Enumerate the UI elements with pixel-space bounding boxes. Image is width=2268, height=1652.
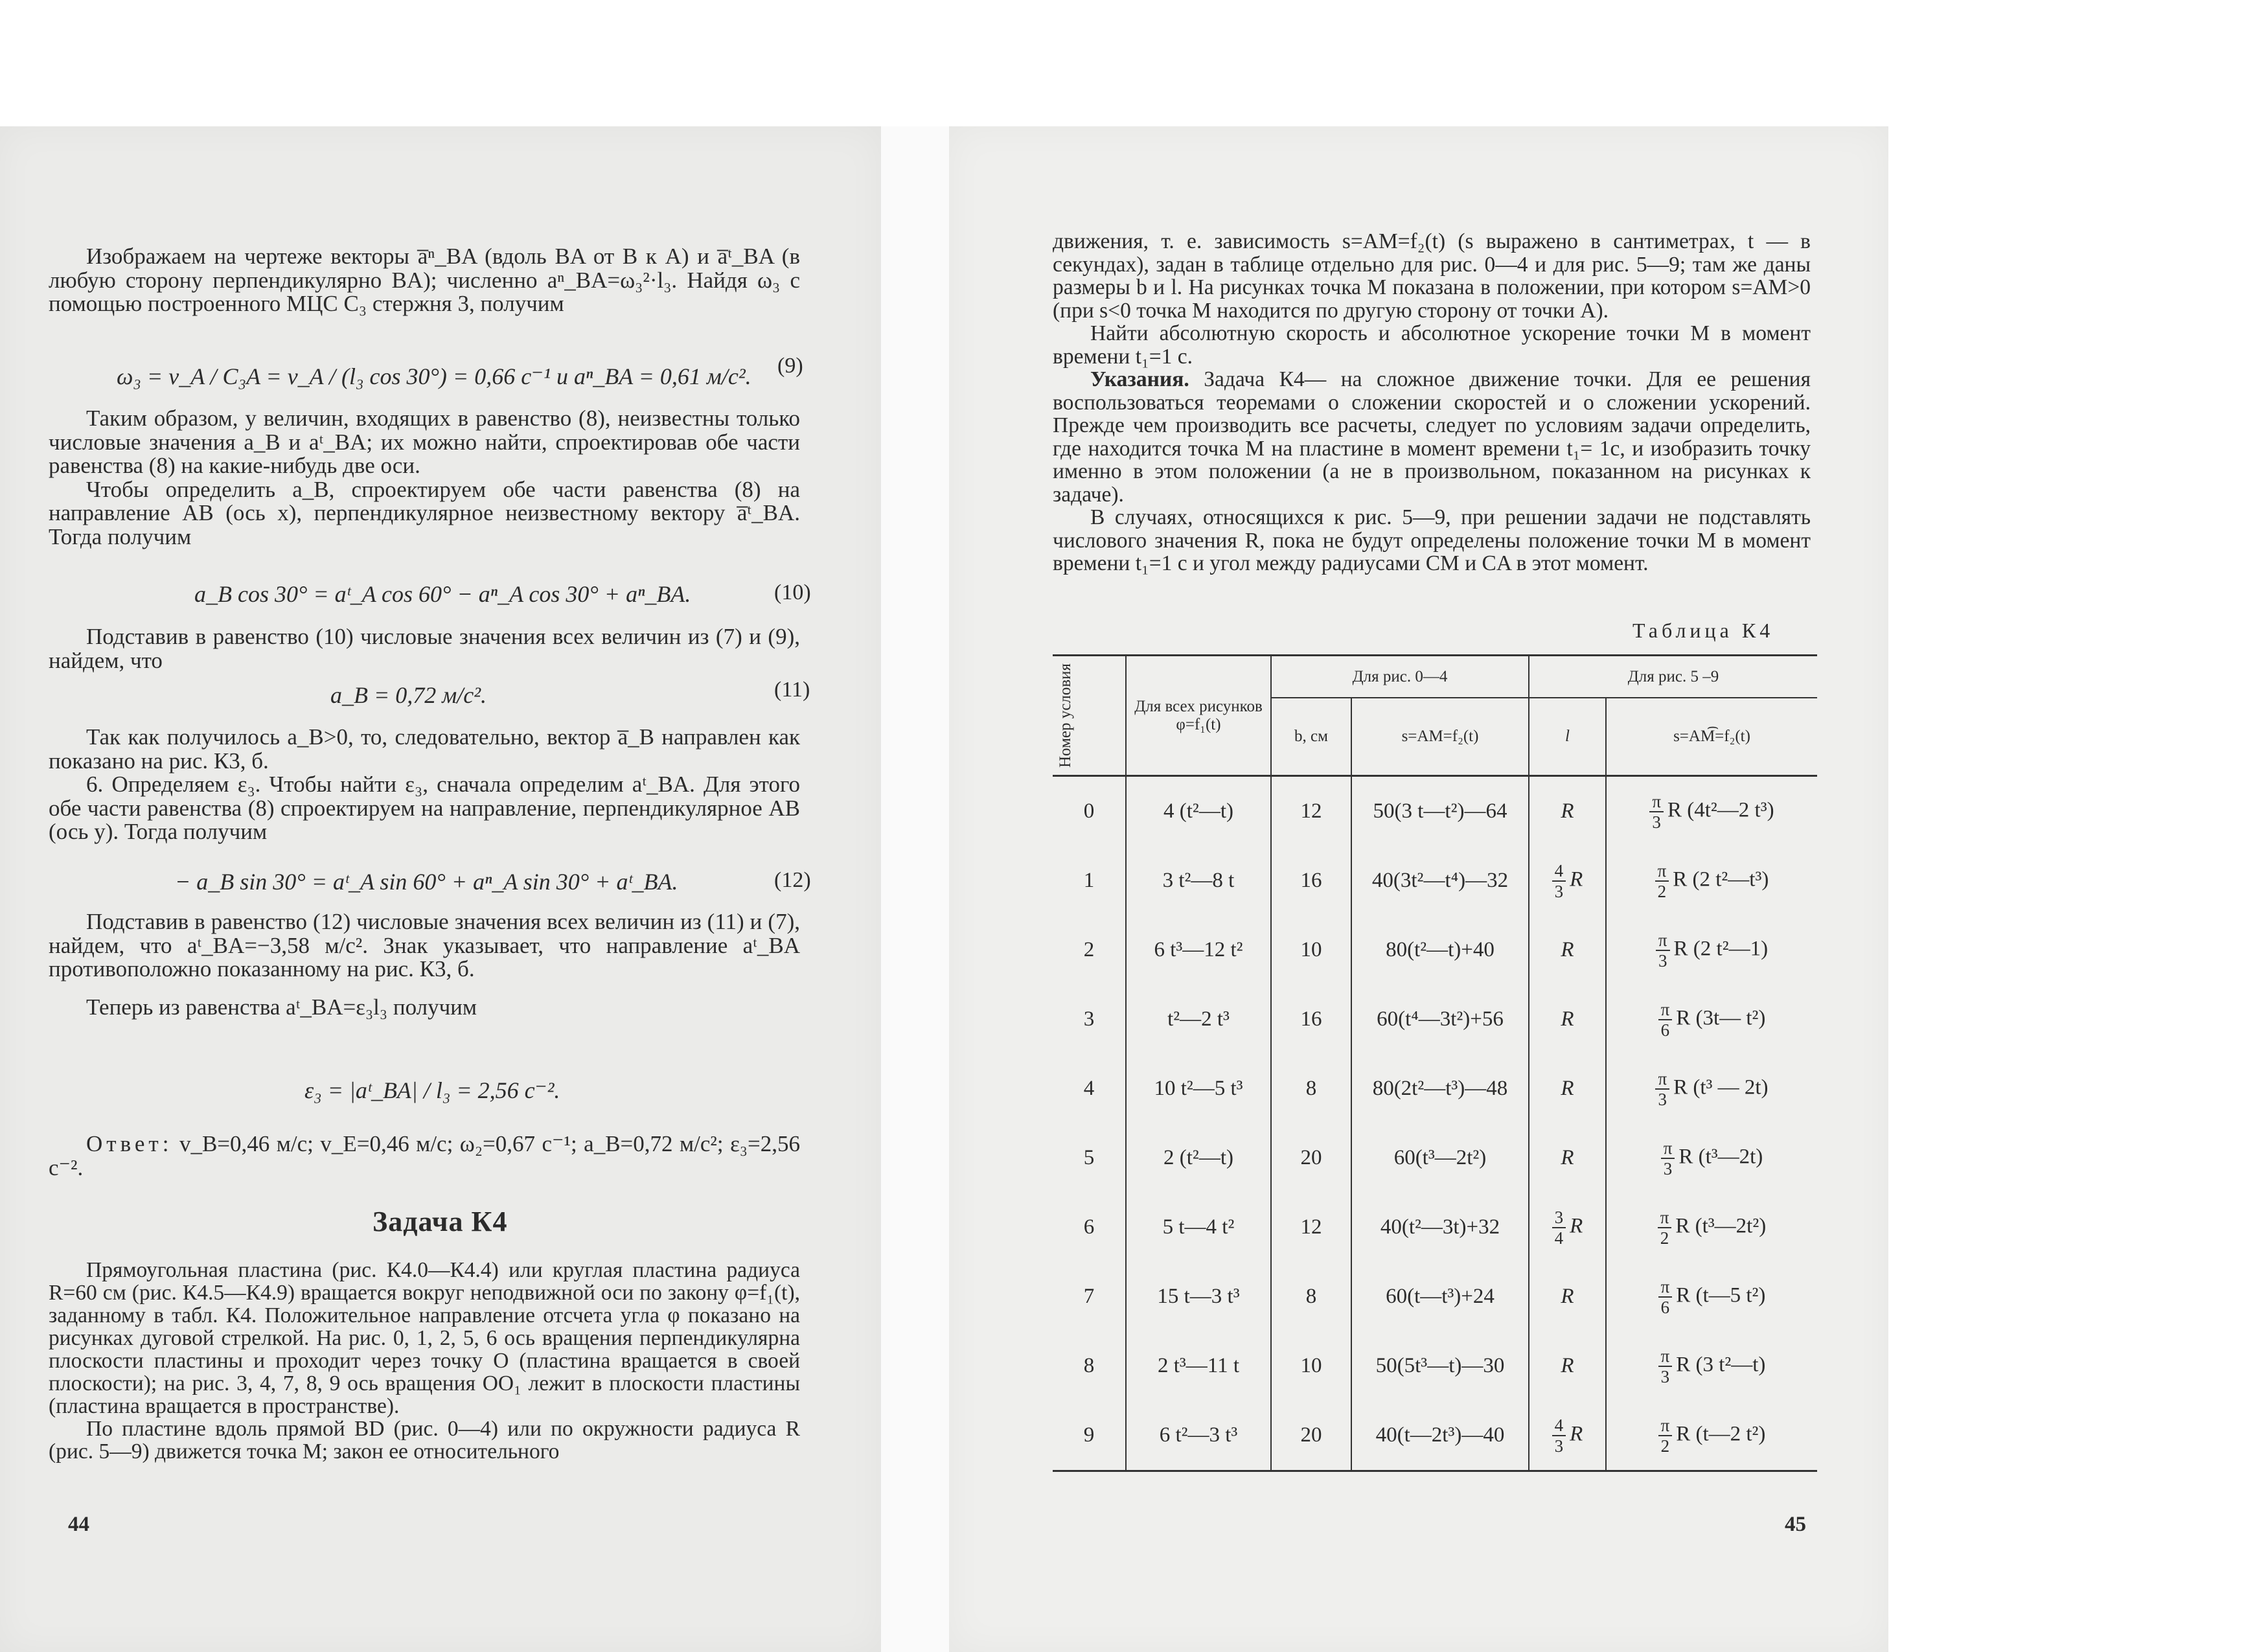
cell-s1: 60(t⁴—3t²)+56	[1351, 985, 1529, 1054]
header-s1: s=AM=f₂(t)	[1351, 698, 1529, 776]
table-row	[1053, 915, 1817, 985]
cell-b: 8	[1271, 1054, 1351, 1123]
equation-13: ε₃ = |aᵗ_BA| / l₃ = 2,56 с⁻².	[304, 1077, 560, 1103]
table-row	[1053, 776, 1817, 847]
equation-10: a_B cos 30° = aᵗ_A cos 60° − aⁿ_A cos 30° + aⁿ_BA.	[194, 581, 691, 607]
cell-number: 5	[1083, 1146, 1095, 1169]
cell-l: R	[1529, 985, 1606, 1054]
left-text-block-3	[49, 625, 800, 672]
cell-b: 16	[1271, 985, 1351, 1054]
right-text-block	[1053, 230, 1811, 575]
cell-b: 10	[1271, 1331, 1351, 1401]
hint-label: Указания.	[1090, 367, 1189, 391]
left-text-block-4	[49, 726, 800, 844]
cell-b: 10	[1271, 915, 1351, 985]
answer-label: Ответ:	[86, 1131, 173, 1156]
cell-s1: 40(t—2t³)—40	[1351, 1401, 1529, 1471]
cell-phi: 15 t—3 t³	[1126, 1262, 1271, 1331]
fraction: $\frac{4}{3}$	[1552, 861, 1566, 901]
equation-number-10: (10)	[774, 580, 811, 604]
cell-b: 12	[1271, 776, 1351, 847]
header-s2: s=AM͡=f₂(t)	[1606, 698, 1817, 776]
cell-b: 12	[1271, 1193, 1351, 1262]
cell-s1: 50(3 t—t²)—64	[1351, 776, 1529, 847]
table-caption: Таблица К4	[1632, 619, 1774, 642]
paragraph: движения, т. е. зависимость s=AM=f₂(t) (s выражено в сантиметрах, t — в секундах), задан в таблице отдельно для рис. 0—4 и для рис. 5—9; там же даны размеры b и l. На рисунках точка M показана в положении, при котором s=AM>0 (при s<0 точка M находится по другую сторону от точки A).	[1053, 229, 1811, 323]
cell-number: 6	[1083, 1215, 1095, 1239]
table-row	[1053, 1262, 1817, 1331]
cell-b: 8	[1271, 1262, 1351, 1331]
cell-phi: 6 t²—3 t³	[1126, 1401, 1271, 1471]
cell-l: R	[1529, 1331, 1606, 1401]
header-l: l	[1529, 698, 1606, 776]
answer-block	[49, 1132, 800, 1180]
cell-s2: $\frac{\pi}{3}$ R (4t²—2 t³)	[1606, 776, 1817, 847]
cell-number: 2	[1083, 938, 1095, 961]
fraction: $\frac{\pi}{3}$	[1655, 1069, 1669, 1109]
fraction: $\frac{\pi}{3}$	[1661, 1138, 1675, 1178]
cell-l: R	[1529, 776, 1606, 847]
left-text-block-1	[49, 245, 800, 316]
cell-s1: 50(5t³—t)—30	[1351, 1331, 1529, 1401]
table-row	[1053, 1054, 1817, 1123]
table-row	[1053, 1193, 1817, 1262]
cell-phi: 2 t³—11 t	[1126, 1331, 1271, 1401]
fraction: $\frac{4}{3}$	[1552, 1416, 1566, 1456]
cell-phi: 6 t³—12 t²	[1126, 915, 1271, 985]
cell-s1: 60(t³—2t²)	[1351, 1123, 1529, 1193]
answer-values: v_B=0,46 м/с; v_E=0,46 м/с; ω₂=0,67 с⁻¹; a_B=0,72 м/с²; ε₃=2,56 с⁻².	[49, 1131, 801, 1180]
fraction: $\frac{\pi}{2}$	[1655, 861, 1669, 901]
equation-9: ω₃ = v_A / C₃A = v_A / (l₃ cos 30°) = 0,66 с⁻¹ и aⁿ_BA = 0,61 м/с².	[117, 363, 751, 389]
cell-s1: 40(3t²—t⁴)—32	[1351, 846, 1529, 915]
fraction: $\frac{3}{4}$	[1552, 1208, 1566, 1248]
task-table	[1053, 654, 1817, 1472]
cell-s1: 60(t—t³)+24	[1351, 1262, 1529, 1331]
cell-number: 7	[1083, 1285, 1095, 1308]
fraction: $\frac{\pi}{2}$	[1658, 1416, 1673, 1456]
equation-number-12: (12)	[774, 868, 811, 892]
equation-12: − a_B sin 30° = aᵗ_A sin 60° + aⁿ_A sin 30° + aᵗ_BA.	[175, 869, 678, 895]
cell-phi: 2 (t²—t)	[1126, 1123, 1271, 1193]
cell-s1: 80(2t²—t³)—48	[1351, 1054, 1529, 1123]
cell-b: 16	[1271, 846, 1351, 915]
header-group-1: Для рис. 0—4	[1271, 656, 1529, 698]
left-text-block-5	[49, 910, 800, 1019]
fraction: $\frac{\pi}{6}$	[1658, 1277, 1673, 1317]
task-heading: Задача К4	[372, 1206, 508, 1237]
table-row	[1053, 846, 1817, 915]
paragraph: 6. Определяем ε₃. Чтобы найти ε₃, сначала определим aᵗ_BA. Для этого обе части равенства (8) спроектируем на направление, перпендикулярное AB (ось y). Тогда получим	[49, 772, 800, 844]
table-row	[1053, 985, 1817, 1054]
cell-s2: $\frac{\pi}{3}$ R (t³—2t)	[1606, 1123, 1817, 1193]
table-row	[1053, 1401, 1817, 1471]
left-text-block-2	[49, 407, 800, 549]
header-number: Номер условия	[1053, 656, 1126, 776]
paragraph: Чтобы определить a_B, спроектируем обе части равенства (8) на направление AB (ось x), перпендикулярное неизвестному вектору a̅ᵗ_BA. Тогда получим	[49, 476, 800, 549]
fraction: $\frac{\pi}{3}$	[1656, 930, 1670, 970]
table-row	[1053, 1123, 1817, 1193]
cell-s2: $\frac{\pi}{6}$ R (3t— t²)	[1606, 985, 1817, 1054]
cell-l: R	[1529, 915, 1606, 985]
cell-s2: $\frac{\pi}{2}$ R (2 t²—t³)	[1606, 846, 1817, 915]
cell-l: $\frac{4}{3}$ R	[1529, 1401, 1606, 1471]
paragraph: Подставив в равенство (10) числовые значения всех величин из (7) и (9), найдем, что	[49, 624, 800, 673]
cell-number: 8	[1083, 1354, 1095, 1377]
cell-s2: $\frac{\pi}{2}$ R (t—2 t²)	[1606, 1401, 1817, 1471]
page-number-left: 44	[68, 1513, 89, 1536]
cell-number: 0	[1083, 799, 1095, 823]
cell-s2: $\frac{\pi}{6}$ R (t—5 t²)	[1606, 1262, 1817, 1331]
cell-b: 20	[1271, 1123, 1351, 1193]
header-phi: Для всех рисунков φ=f₁(t)	[1126, 656, 1271, 776]
page-gutter	[881, 126, 949, 1652]
cell-phi: 5 t—4 t²	[1126, 1193, 1271, 1262]
paragraph: Прямоугольная пластина (рис. К4.0—К4.4) или круглая пластина радиуса R=60 см (рис. К4.5—К4.9) вращается вокруг неподвижной оси по закону φ=f₁(t), заданному в табл. К4. Положительное направление отсчета угла φ показано на рисунках дуговой стрелкой. На рис. 0, 1, 2, 5, 6 ось вращения перпендикулярна плоскости пластины и проходит через точку O (пластина вращается в своей плоскости); на рис. 3, 4, 7, 8, 9 ось вращения OO₁ лежит в плоскости пластины (пластина вращается в пространстве).	[49, 1258, 800, 1418]
cell-phi: 10 t²—5 t³	[1126, 1054, 1271, 1123]
cell-l: R	[1529, 1054, 1606, 1123]
cell-phi: t²—2 t³	[1126, 985, 1271, 1054]
fraction: $\frac{\pi}{2}$	[1658, 1208, 1672, 1248]
cell-s1: 40(t²—3t)+32	[1351, 1193, 1529, 1262]
paragraph: Теперь из равенства aᵗ_BA=ε₃l₃ получим	[86, 994, 477, 1020]
paragraph: Таким образом, у величин, входящих в равенство (8), неизвестны только числовые значения a_B и aᵗ_BA; их можно найти, спроектировав обе части равенства (8) на какие-нибудь две оси.	[49, 406, 800, 478]
hint-text: Задача К4— на сложное движение точки. Для ее решения воспользоваться теоремами о сложении скоростей и о сложении ускорений. Прежде чем производить все расчеты, следует по условиям задачи определить, где находится точка M на пластине в момент времени t₁= 1с, и изобразить точку именно в этом положении (а не в произвольном, показанном на рисунках к задаче).	[1053, 367, 1811, 507]
page-number-right: 45	[1785, 1513, 1806, 1536]
header-b: b, см	[1271, 698, 1351, 776]
table-row	[1053, 1331, 1817, 1401]
cell-s1: 80(t²—t)+40	[1351, 915, 1529, 985]
cell-s2: $\frac{\pi}{3}$ R (3 t²—t)	[1606, 1331, 1817, 1401]
fraction: $\frac{\pi}{3}$	[1649, 792, 1664, 832]
paragraph: Так как получилось a_B>0, то, следовательно, вектор a̅_B направлен как показано на рис. К3, б.	[49, 724, 800, 774]
fraction: $\frac{\pi}{3}$	[1658, 1346, 1673, 1386]
paragraph	[1053, 368, 1811, 506]
equation-number-9: (9)	[777, 354, 803, 378]
paragraph: Подставив в равенство (12) числовые значения всех величин из (11) и (7), найдем, что aᵗ_BA=−3,58 м/с². Знак указывает, что направление aᵗ_BA противоположно показанному на рис. К3, б.	[49, 909, 800, 981]
cell-l: R	[1529, 1123, 1606, 1193]
paragraph: Изображаем на чертеже векторы a̅ⁿ_BA (вдоль BA от B к A) и a̅ᵗ_BA (в любую сторону перпендикулярно BA); численно aⁿ_BA=ω₃²·l₃. Найдя ω₃ с помощью построенного МЦС C₃ стержня 3, получим	[49, 244, 800, 316]
cell-number: 9	[1053, 1401, 1126, 1471]
equation-number-11: (11)	[774, 678, 810, 702]
paragraph: Найти абсолютную скорость и абсолютное ускорение точки M в момент времени t₁=1 с.	[1053, 321, 1811, 369]
cell-number: 1	[1083, 869, 1095, 892]
cell-s2: $\frac{\pi}{3}$ R (2 t²—1)	[1606, 915, 1817, 985]
cell-l: $\frac{4}{3}$ R	[1529, 846, 1606, 915]
fraction: $\frac{\pi}{6}$	[1658, 1000, 1673, 1040]
cell-phi: 3 t²—8 t	[1126, 846, 1271, 915]
cell-number: 3	[1083, 1007, 1095, 1031]
cell-number: 4	[1083, 1077, 1095, 1100]
cell-s2: $\frac{\pi}{2}$ R (t³—2t²)	[1606, 1193, 1817, 1262]
left-text-block-6	[49, 1259, 800, 1463]
cell-l: $\frac{3}{4}$ R	[1529, 1193, 1606, 1262]
equation-11: a_B = 0,72 м/с².	[330, 682, 487, 708]
cell-l: R	[1529, 1262, 1606, 1331]
paragraph: По пластине вдоль прямой BD (рис. 0—4) или по окружности радиуса R (рис. 5—9) движется точка M; закон ее относительного	[49, 1417, 800, 1463]
cell-phi: 4 (t²—t)	[1126, 776, 1271, 847]
answer-paragraph	[49, 1132, 800, 1180]
cell-s2: $\frac{\pi}{3}$ R (t³ — 2t)	[1606, 1054, 1817, 1123]
header-group-2: Для рис. 5 –9	[1529, 656, 1817, 698]
paragraph: В случаях, относящихся к рис. 5—9, при решении задачи не подставлять числового значения R, пока не будут определены положение точки M в момент времени t₁=1 с и угол между радиусами CM и CA в этот момент.	[1053, 505, 1811, 575]
cell-b: 20	[1271, 1401, 1351, 1471]
